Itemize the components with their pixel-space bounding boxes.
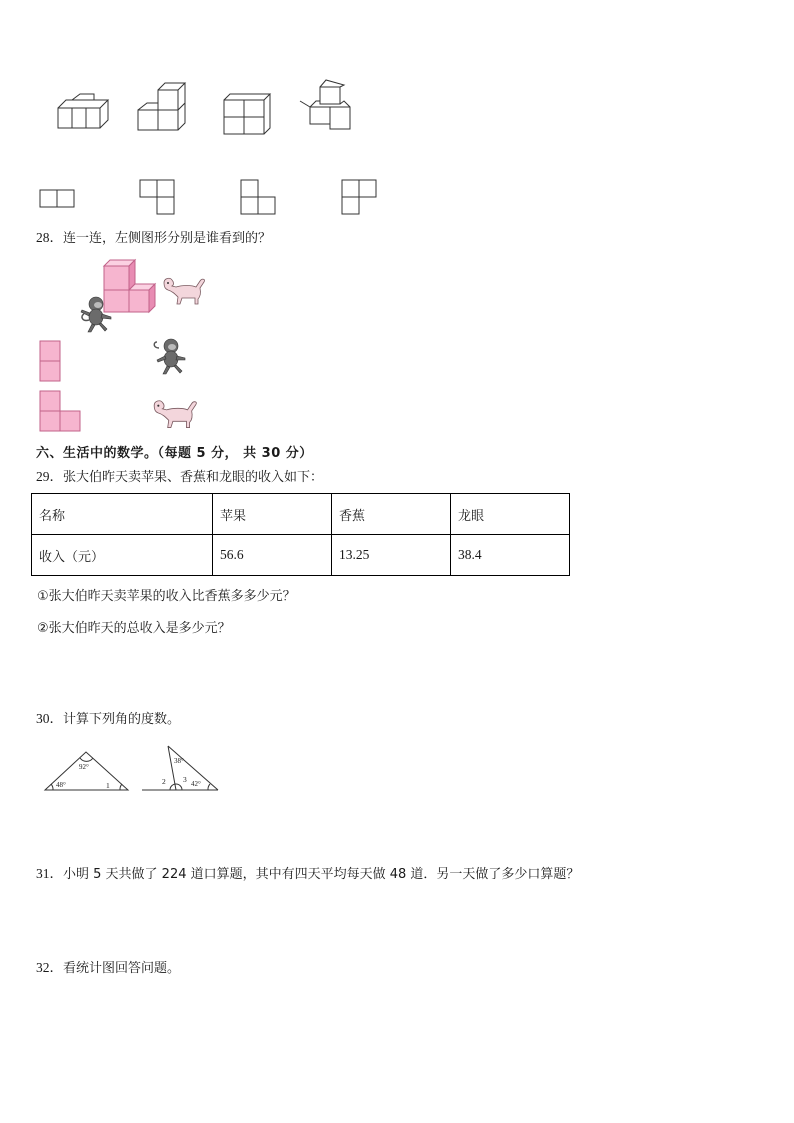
angle-label: 42° [191,780,201,788]
question-text: 连一连，左侧图形分别是谁看到的？ [63,231,272,246]
question-31 [36,866,579,883]
angle-label: 3 [183,775,187,784]
circled-number-2: ② [37,621,49,636]
monkey-icon [78,296,116,334]
angle-label: 1 [106,781,110,790]
view-3 [241,180,275,214]
table-cell: 香蕉 [332,494,451,535]
dog-icon [150,395,200,431]
question-28 [36,230,271,247]
table-header-row [32,494,570,535]
table-cell: 名称 [32,494,213,535]
circled-number-1: ① [37,589,49,604]
angle-label: 92° [79,763,89,771]
question-number: 31． [36,866,63,881]
solid-figure-3 [224,94,270,134]
question-number: 32． [36,960,63,975]
solid-figure-2 [138,83,185,130]
section-title: 六、生活中的数学。（每题 5 分， 共 30 分） [36,446,313,461]
question-text: 小明 5 天共做了 224 道口算题，其中有四天平均每天做 48 道．另一天做了多少口算题？ [63,867,580,882]
question-number: 30． [36,711,63,726]
view-figures-row [38,178,383,218]
sub-question-1 [37,585,296,604]
triangle-2 [140,742,220,794]
question-29 [36,469,323,486]
solid-figure-4 [300,80,350,129]
monkey-icon [150,338,190,376]
income-table [31,493,570,576]
view-1 [40,190,74,207]
sub-question-text: 张大伯昨天卖苹果的收入比香蕉多多少元？ [48,589,296,604]
table-row [32,535,570,576]
pink-view-l-shape [38,390,84,434]
table-cell: 收入（元） [32,535,213,576]
table-cell: 龙眼 [451,494,570,535]
view-2 [140,180,174,214]
view-4 [342,180,376,214]
angle-label: 38° [174,757,184,765]
question-number: 28． [36,230,63,245]
question-30 [36,711,180,728]
sub-question-2 [37,617,231,636]
pink-view-column [38,340,64,384]
question-text: 看统计图回答问题。 [63,961,181,976]
dog-icon [160,273,208,307]
question-text: 计算下列角的度数。 [63,712,181,727]
angle-label: 48° [56,781,66,789]
triangle-1 [40,748,132,794]
question-32 [36,960,180,977]
table-cell: 56.6 [213,535,332,576]
table-cell: 13.25 [332,535,451,576]
solid-figure-1 [58,94,108,128]
angle-label: 2 [162,777,166,786]
question-number: 29． [36,469,63,484]
solid-figures-row [40,75,370,137]
table-cell: 38.4 [451,535,570,576]
sub-question-text: 张大伯昨天的总收入是多少元？ [48,621,231,636]
table-cell: 苹果 [213,494,332,535]
question-text: 张大伯昨天卖苹果、香蕉和龙眼的收入如下： [63,470,324,485]
